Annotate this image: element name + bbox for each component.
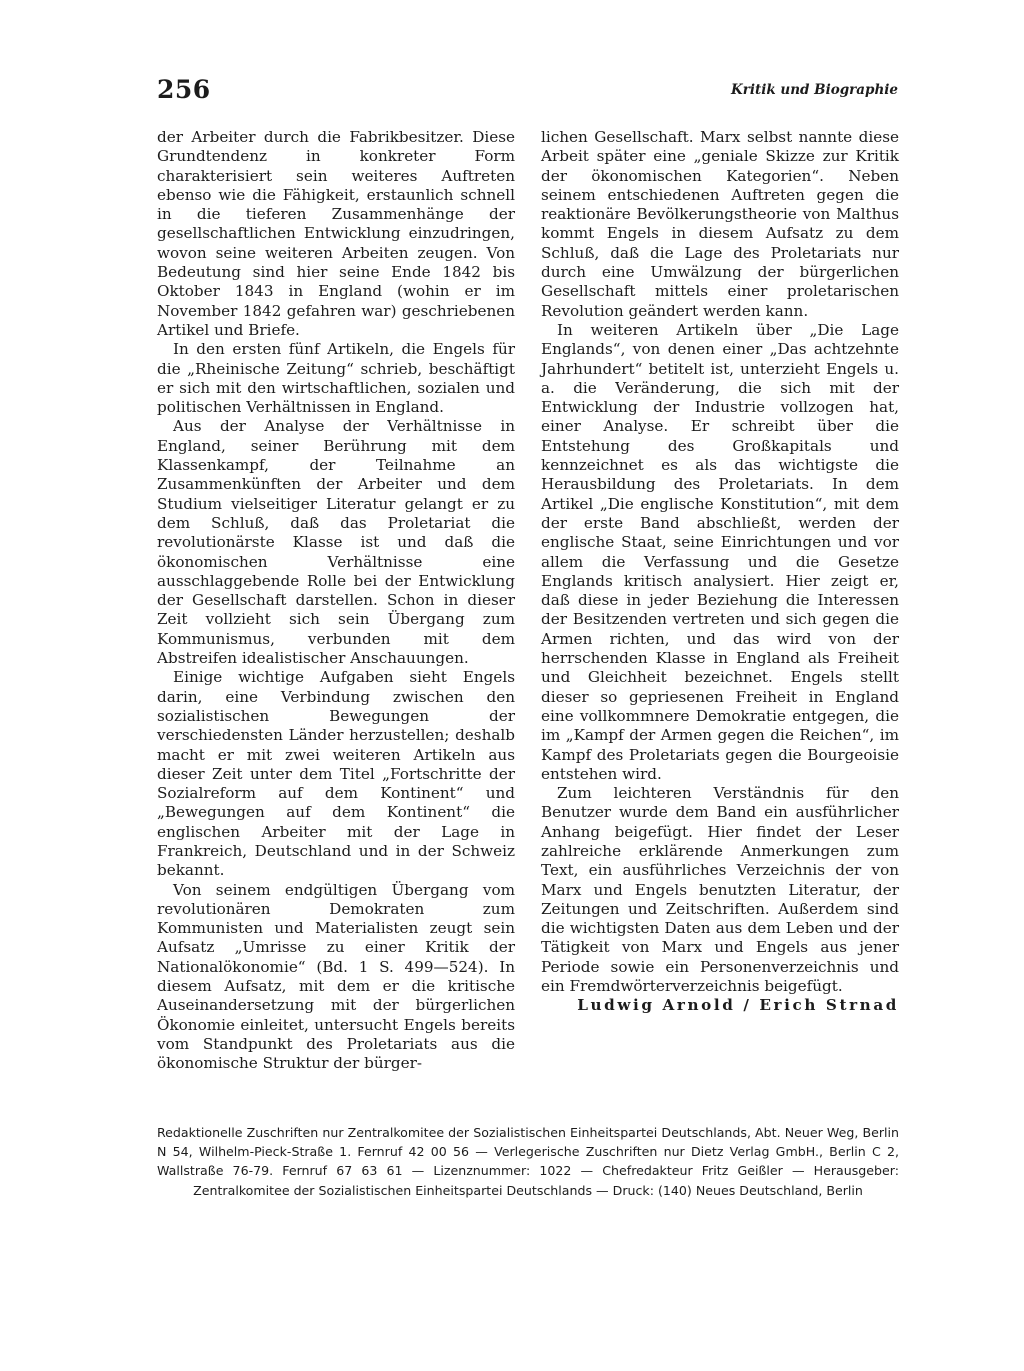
paragraph: der Arbeiter durch die Fabrikbesitzer. Diese Grundtendenz in konkreter Form charakterisiert sein weiteres Auftreten ebenso wie die Fähigkeit, erstaunlich schnell in die tieferen Zusammenhänge der gesellschaftlichen Entwicklung einzudringen, wovon seine weiteren Arbeiten zeugen. Von Bedeutung sind hier seine Ende 1842 bis Oktober 1843 in England (wohin er im November 1842 gefahren war) geschriebenen Artikel und Briefe. <box>157 128 515 339</box>
running-head: Kritik und Biographie <box>731 82 898 98</box>
right-column <box>541 128 899 1098</box>
left-column <box>157 128 515 1098</box>
paragraph: lichen Gesellschaft. Marx selbst nannte diese Arbeit später eine „geniale Skizze zur Kritik der ökonomischen Kategorien“. Neben seinem entschiedenen Auftreten gegen die reaktionäre Bevölkerungstheorie von Malthus kommt Engels in diesem Aufsatz zu dem Schluß, daß die Lage des Proletariats nur durch eine Umwälzung der bürgerlichen Gesellschaft mittels einer proletarischen Revolution geändert werden kann. <box>541 128 899 320</box>
author-signature: Ludwig Arnold / Erich Strnad <box>577 996 899 1015</box>
paragraph: In weiteren Artikeln über „Die Lage Englands“, von denen einer „Das achtzehnte Jahrhundert“ betitelt ist, unterzieht Engels u. a. die Veränderung, die sich mit der Entwicklung der Industrie vollzogen hat, einer Analyse. Er schreibt über die Entstehung des Großkapitals und kennzeichnet es als das wichtigste die Herausbildung des Proletariats. In dem Artikel „Die englische Konstitution“, mit dem der erste Band abschließt, werden der englische Staat, seine Einrichtungen und vor allem die Verfassung und die Gesetze Englands kritisch analysiert. Hier zeigt er, daß diese in jeder Beziehung die Interessen der Besitzenden vertreten und sich gegen die Armen richten, und das wird von der herrschenden Klasse in England als Freiheit und Gleichheit bezeichnet. Engels stellt dieser so gepriesenen Freiheit in England eine vollkommnere Demokratie entgegen, die im „Kampf der Armen gegen die Reichen“, im Kampf des Proletariats gegen die Bourgeoisie entstehen wird. <box>541 320 899 783</box>
page-number: 256 <box>157 75 211 104</box>
paragraph: In den ersten fünf Artikeln, die Engels für die „Rheinische Zeitung“ schrieb, beschäftigt er sich mit den wirtschaftlichen, sozialen und politischen Verhältnissen in England. <box>157 340 515 417</box>
imprint-footer: Redaktionelle Zuschriften nur Zentralkomitee der Sozialistischen Einheitspartei Deutschlands, Abt. Neuer Weg, Berlin N 54, Wilhelm-Pieck-Straße 1. Fernruf 42 00 56 — Verlegerische Zuschriften nur Dietz Verlag GmbH., Berlin C 2, Wallstraße 76-79. Fernruf 67 63 61 — Lizenznummer: 1022 — Chefredakteur Fritz Geißler — Herausgeber: Zentralkomitee der Sozialistischen Einheitspartei Deutschlands — Druck: (140) Neues Deutschland, Berlin <box>157 1125 899 1198</box>
paragraph: Zum leichteren Verständnis für den Benutzer wurde dem Band ein ausführlicher Anhang beigefügt. Hier findet der Leser zahlreiche erklärende Anmerkungen zum Text, ein ausführliches Verzeichnis der von Marx und Engels benutzten Literatur, der Zeitungen und Zeitschriften. Außerdem sind die wichtigsten Daten aus dem Leben und der Tätigkeit von Marx und Engels aus jener Periode sowie ein Personenverzeichnis und ein Fremdwörterverzeichnis beigefügt. <box>541 784 899 996</box>
paragraph: Aus der Analyse der Verhältnisse in England, seiner Berührung mit dem Klassenkampf, der Teilnahme an Zusammenkünften der Arbeiter und dem Studium vielseitiger Literatur gelangt er zu dem Schluß, daß das Proletariat die revolutionärste Klasse ist und daß die ökonomischen Verhältnisse eine ausschlaggebende Rolle bei der Entwicklung der Gesellschaft darstellen. Schon in dieser Zeit vollzieht sich sein Übergang zum Kommunismus, verbunden mit dem Abstreifen idealistischer Anschauungen. <box>157 417 515 668</box>
paragraph: Von seinem endgültigen Übergang vom revolutionären Demokraten zum Kommunisten und Materialisten zeugt sein Aufsatz „Umrisse zu einer Kritik der Nationalökonomie“ (Bd. 1 S. 499—524). In diesem Aufsatz, mit dem er die kritische Auseinandersetzung mit der bürgerlichen Ökonomie einleitet, untersucht Engels bereits vom Standpunkt des Proletariats aus die ökonomische Struktur der bürger- <box>157 880 515 1073</box>
article-body <box>157 128 899 1098</box>
paragraph: Einige wichtige Aufgaben sieht Engels darin, eine Verbindung zwischen den sozialistischen Bewegungen der verschiedensten Länder herzustellen; deshalb macht er mit zwei weiteren Artikeln aus dieser Zeit unter dem Titel „Fortschritte der Sozialreform auf dem Kontinent“ und „Bewegungen auf dem Kontinent“ die englischen Arbeiter mit der Lage in Frankreich, Deutschland und in der Schweiz bekannt. <box>157 668 515 880</box>
